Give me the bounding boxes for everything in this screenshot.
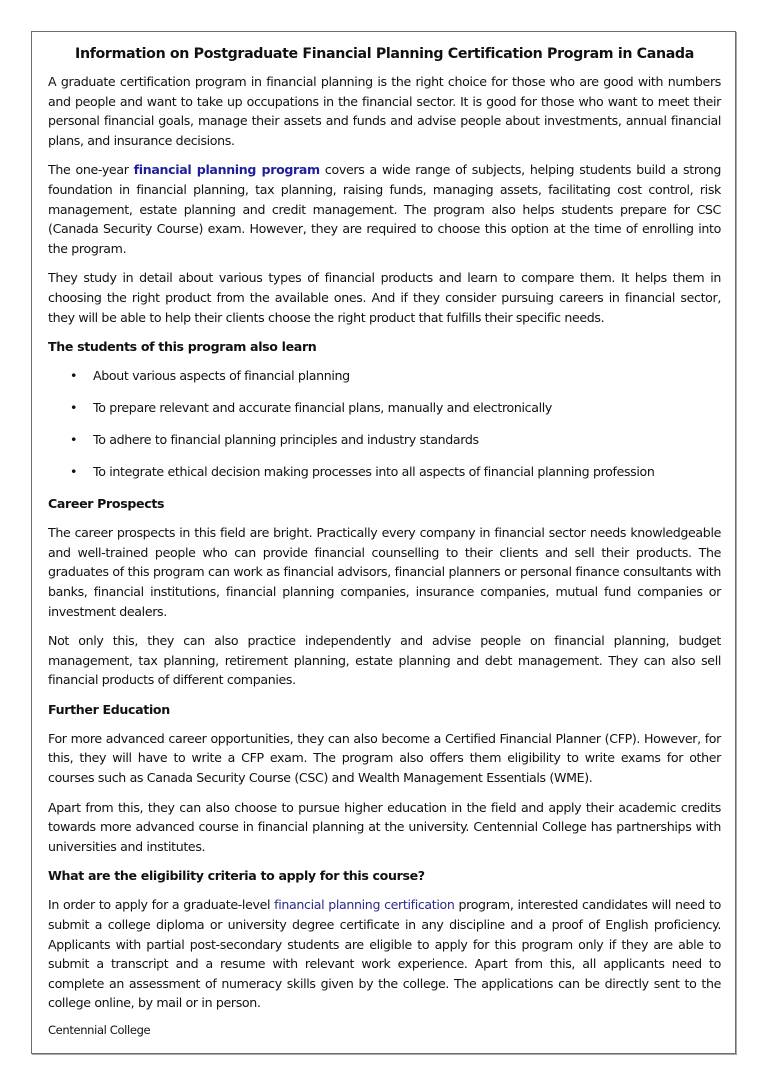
career-paragraph-1: The career prospects in this field are bright. Practically every company in financial sector needs knowledgeable and well-trained people who can provide financial counselling to their clients and sell their products. The graduates of this program can work as financial advisors, financial planners or personal finance consultants with banks, financial institutions, financial planning companies, insurance companies, mutual fund companies or investment dealers. <box>48 525 721 619</box>
bullet-icon: • <box>70 400 78 416</box>
career-heading: Career Prospects <box>48 496 165 512</box>
list-item <box>48 462 721 481</box>
learn-list <box>48 366 721 481</box>
list-item-text: To integrate ethical decision making processes into all aspects of financial planning profession <box>93 464 655 480</box>
learn-heading: The students of this program also learn <box>48 339 317 355</box>
career-paragraph-2: Not only this, they can also practice independently and advise people on financial planning, budget management, tax planning, retirement planning, estate planning and debt management. They can also sell financial products of different companies. <box>48 633 721 688</box>
program-text-after: covers a wide range of subjects, helping students build a strong foundation in financial planning, tax planning, raising funds, managing assets, facilitating cost control, risk management, estate planning and credit management. The program also helps students prepare for CSC (Canada Security Course) exam. However, they are required to choose this option at the time of enrolling into the program. <box>48 162 722 256</box>
financial-planning-program-link[interactable]: financial planning program <box>133 162 320 178</box>
document-content <box>48 44 721 1041</box>
intro-paragraph: A graduate certification program in financial planning is the right choice for those who are good with numbers and people and want to take up occupations in the financial sector. It is good for those who want to meet their personal financial goals, manage their assets and funds and advise people about investments, annual financial plans, and insurance decisions. <box>48 74 721 148</box>
list-item <box>48 366 721 385</box>
list-item-text: To prepare relevant and accurate financial plans, manually and electronically <box>93 400 553 416</box>
list-item <box>48 398 721 417</box>
products-paragraph: They study in detail about various types of financial products and learn to compare them. It helps them in choosing the right product from the available ones. And if they consider pursuing careers in financial sector, they will be able to help their clients choose the right product that fulfills their specific needs. <box>48 270 721 325</box>
eligibility-text-before: In order to apply for a graduate-level <box>48 897 275 913</box>
education-paragraph-2: Apart from this, they can also choose to pursue higher education in the field and apply their academic credits towards more advanced course in financial planning at the university. Centennial College has partnerships with universities and institutes. <box>48 799 721 854</box>
program-paragraph <box>48 160 721 258</box>
program-text-before: The one-year <box>48 162 134 178</box>
page-footer: Centennial College <box>48 1023 151 1037</box>
eligibility-text-after: program, interested candidates will need to submit a college diploma or university degree certificate in any discipline and a proof of English proficiency. Applicants with partial post-secondary students are eligible to apply for this program only if they are able to submit a transcript and a resume with relevant work experience. Apart from this, all applicants need to complete an assessment of numeracy skills given by the college. The applications can be directly sent to the college online, by mail or in person. <box>48 897 721 1011</box>
financial-planning-certification-link[interactable]: financial planning certification <box>274 897 455 913</box>
document-page <box>31 31 736 1054</box>
bullet-icon: • <box>70 368 78 384</box>
education-heading: Further Education <box>48 701 170 717</box>
document-title: Information on Postgraduate Financial Planning Certification Program in Canada <box>75 46 694 62</box>
list-item-text: About various aspects of financial planning <box>93 368 350 384</box>
eligibility-paragraph <box>48 895 721 1013</box>
education-paragraph-1: For more advanced career opportunities, they can also become a Certified Financial Planner (CFP). However, for this, they will have to write a CFP exam. The program also offers them eligibility to write exams for other courses such as Canada Security Course (CSC) and Wealth Management Essentials (WME). <box>48 730 721 786</box>
bullet-icon: • <box>70 464 78 480</box>
eligibility-heading: What are the eligibility criteria to apply for this course? <box>48 868 425 884</box>
bullet-icon: • <box>70 432 78 448</box>
list-item-text: To adhere to financial planning principles and industry standards <box>93 432 479 448</box>
list-item <box>48 430 721 449</box>
